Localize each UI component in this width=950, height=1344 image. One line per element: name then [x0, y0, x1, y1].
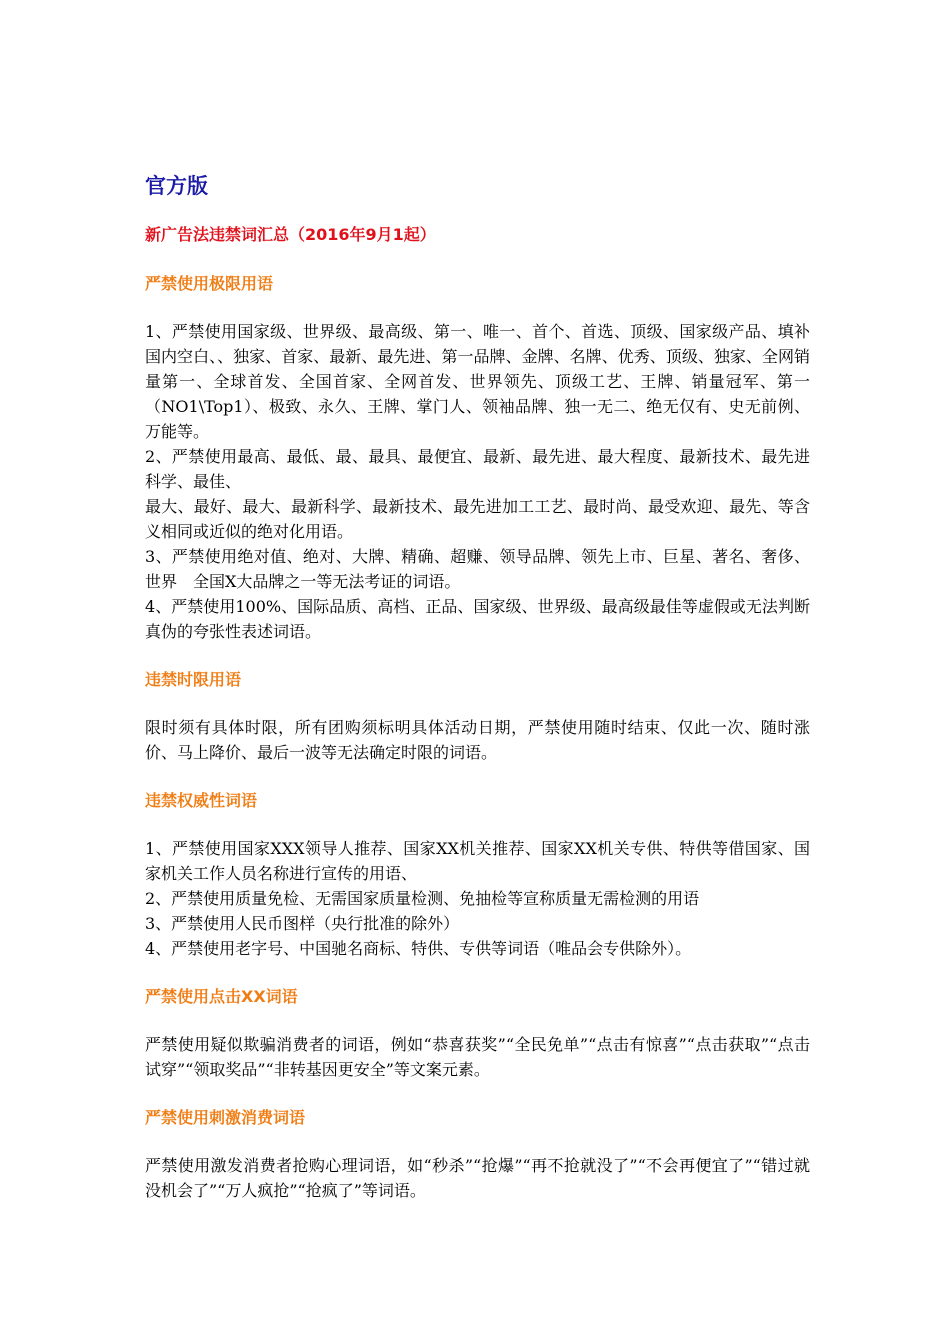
section-heading: 违禁权威性词语 — [145, 791, 258, 810]
paragraph: 1、严禁使用国家XXX领导人推荐、国家XX机关推荐、国家XX机关专供、特供等借国家、国家机关工作人员名称进行宣传的用语、 — [145, 839, 810, 883]
paragraph: 最大、最好、最大、最新科学、最新技术、最先进加工工艺、最时尚、最受欢迎、最先、等含义相同或近似的绝对化用语。 — [145, 497, 810, 541]
paragraph: 4、严禁使用老字号、中国驰名商标、特供、专供等词语（唯品会专供除外）。 — [145, 939, 692, 958]
paragraph: 2、严禁使用最高、最低、最、最具、最便宜、最新、最先进、最大程度、最新技术、最先进科学、最佳、 — [145, 447, 810, 491]
section-heading: 违禁时限用语 — [145, 670, 242, 689]
section-body — [145, 319, 810, 644]
paragraph: 严禁使用疑似欺骗消费者的词语，例如“恭喜获奖”“全民免单”“点击有惊喜”“点击获取”“点击试穿”“领取奖品”“非转基因更安全”等文案元素。 — [145, 1035, 810, 1079]
paragraph: 严禁使用激发消费者抢购心理词语，如“秒杀”“抢爆”“再不抢就没了”“不会再便宜了”“错过就没机会了”“万人疯抢”“抢疯了”等词语。 — [145, 1156, 810, 1200]
document-page — [145, 168, 810, 1226]
section-extreme-terms — [145, 271, 810, 644]
doc-subtitle: 新广告法违禁词汇总（2016年9月1起） — [145, 225, 436, 244]
section-stimulus-terms — [145, 1105, 810, 1203]
section-heading: 严禁使用刺激消费词语 — [145, 1108, 306, 1127]
section-body — [145, 715, 810, 765]
section-heading: 严禁使用点击XX词语 — [145, 987, 298, 1006]
paragraph: 2、严禁使用质量免检、无需国家质量检测、免抽检等宣称质量无需检测的用语 — [145, 889, 700, 908]
section-time-limit-terms — [145, 667, 810, 765]
section-body — [145, 1153, 810, 1203]
section-body — [145, 1032, 810, 1082]
paragraph: 限时须有具体时限，所有团购须标明具体活动日期，严禁使用随时结束、仅此一次、随时涨价、马上降价、最后一波等无法确定时限的词语。 — [145, 718, 810, 762]
paragraph: 4、严禁使用100%、国际品质、高档、正品、国家级、世界级、最高级最佳等虚假或无法判断真伪的夸张性表述词语。 — [145, 597, 810, 641]
section-authority-terms — [145, 788, 810, 961]
paragraph: 3、严禁使用绝对值、绝对、大牌、精确、超赚、领导品牌、领先上市、巨星、著名、奢侈、世界 全国X大品牌之一等无法考证的词语。 — [145, 547, 810, 591]
section-body — [145, 836, 810, 961]
section-heading: 严禁使用极限用语 — [145, 274, 274, 293]
doc-title: 官方版 — [145, 174, 208, 198]
paragraph: 3、严禁使用人民币图样（央行批准的除外） — [145, 914, 460, 933]
paragraph: 1、严禁使用国家级、世界级、最高级、第一、唯一、首个、首选、顶级、国家级产品、填补国内空白、、独家、首家、最新、最先进、第一品牌、金牌、名牌、优秀、顶级、独家、全网销量第一、全球首发、全国首家、全网首发、世界领先、顶级工艺、王牌、销量冠军、第一（NO1\Top1）、极致、永久、王牌、掌门人、领袖品牌、独一无二、绝无仅有、史无前例、万能等。 — [145, 322, 810, 441]
section-click-terms — [145, 984, 810, 1082]
